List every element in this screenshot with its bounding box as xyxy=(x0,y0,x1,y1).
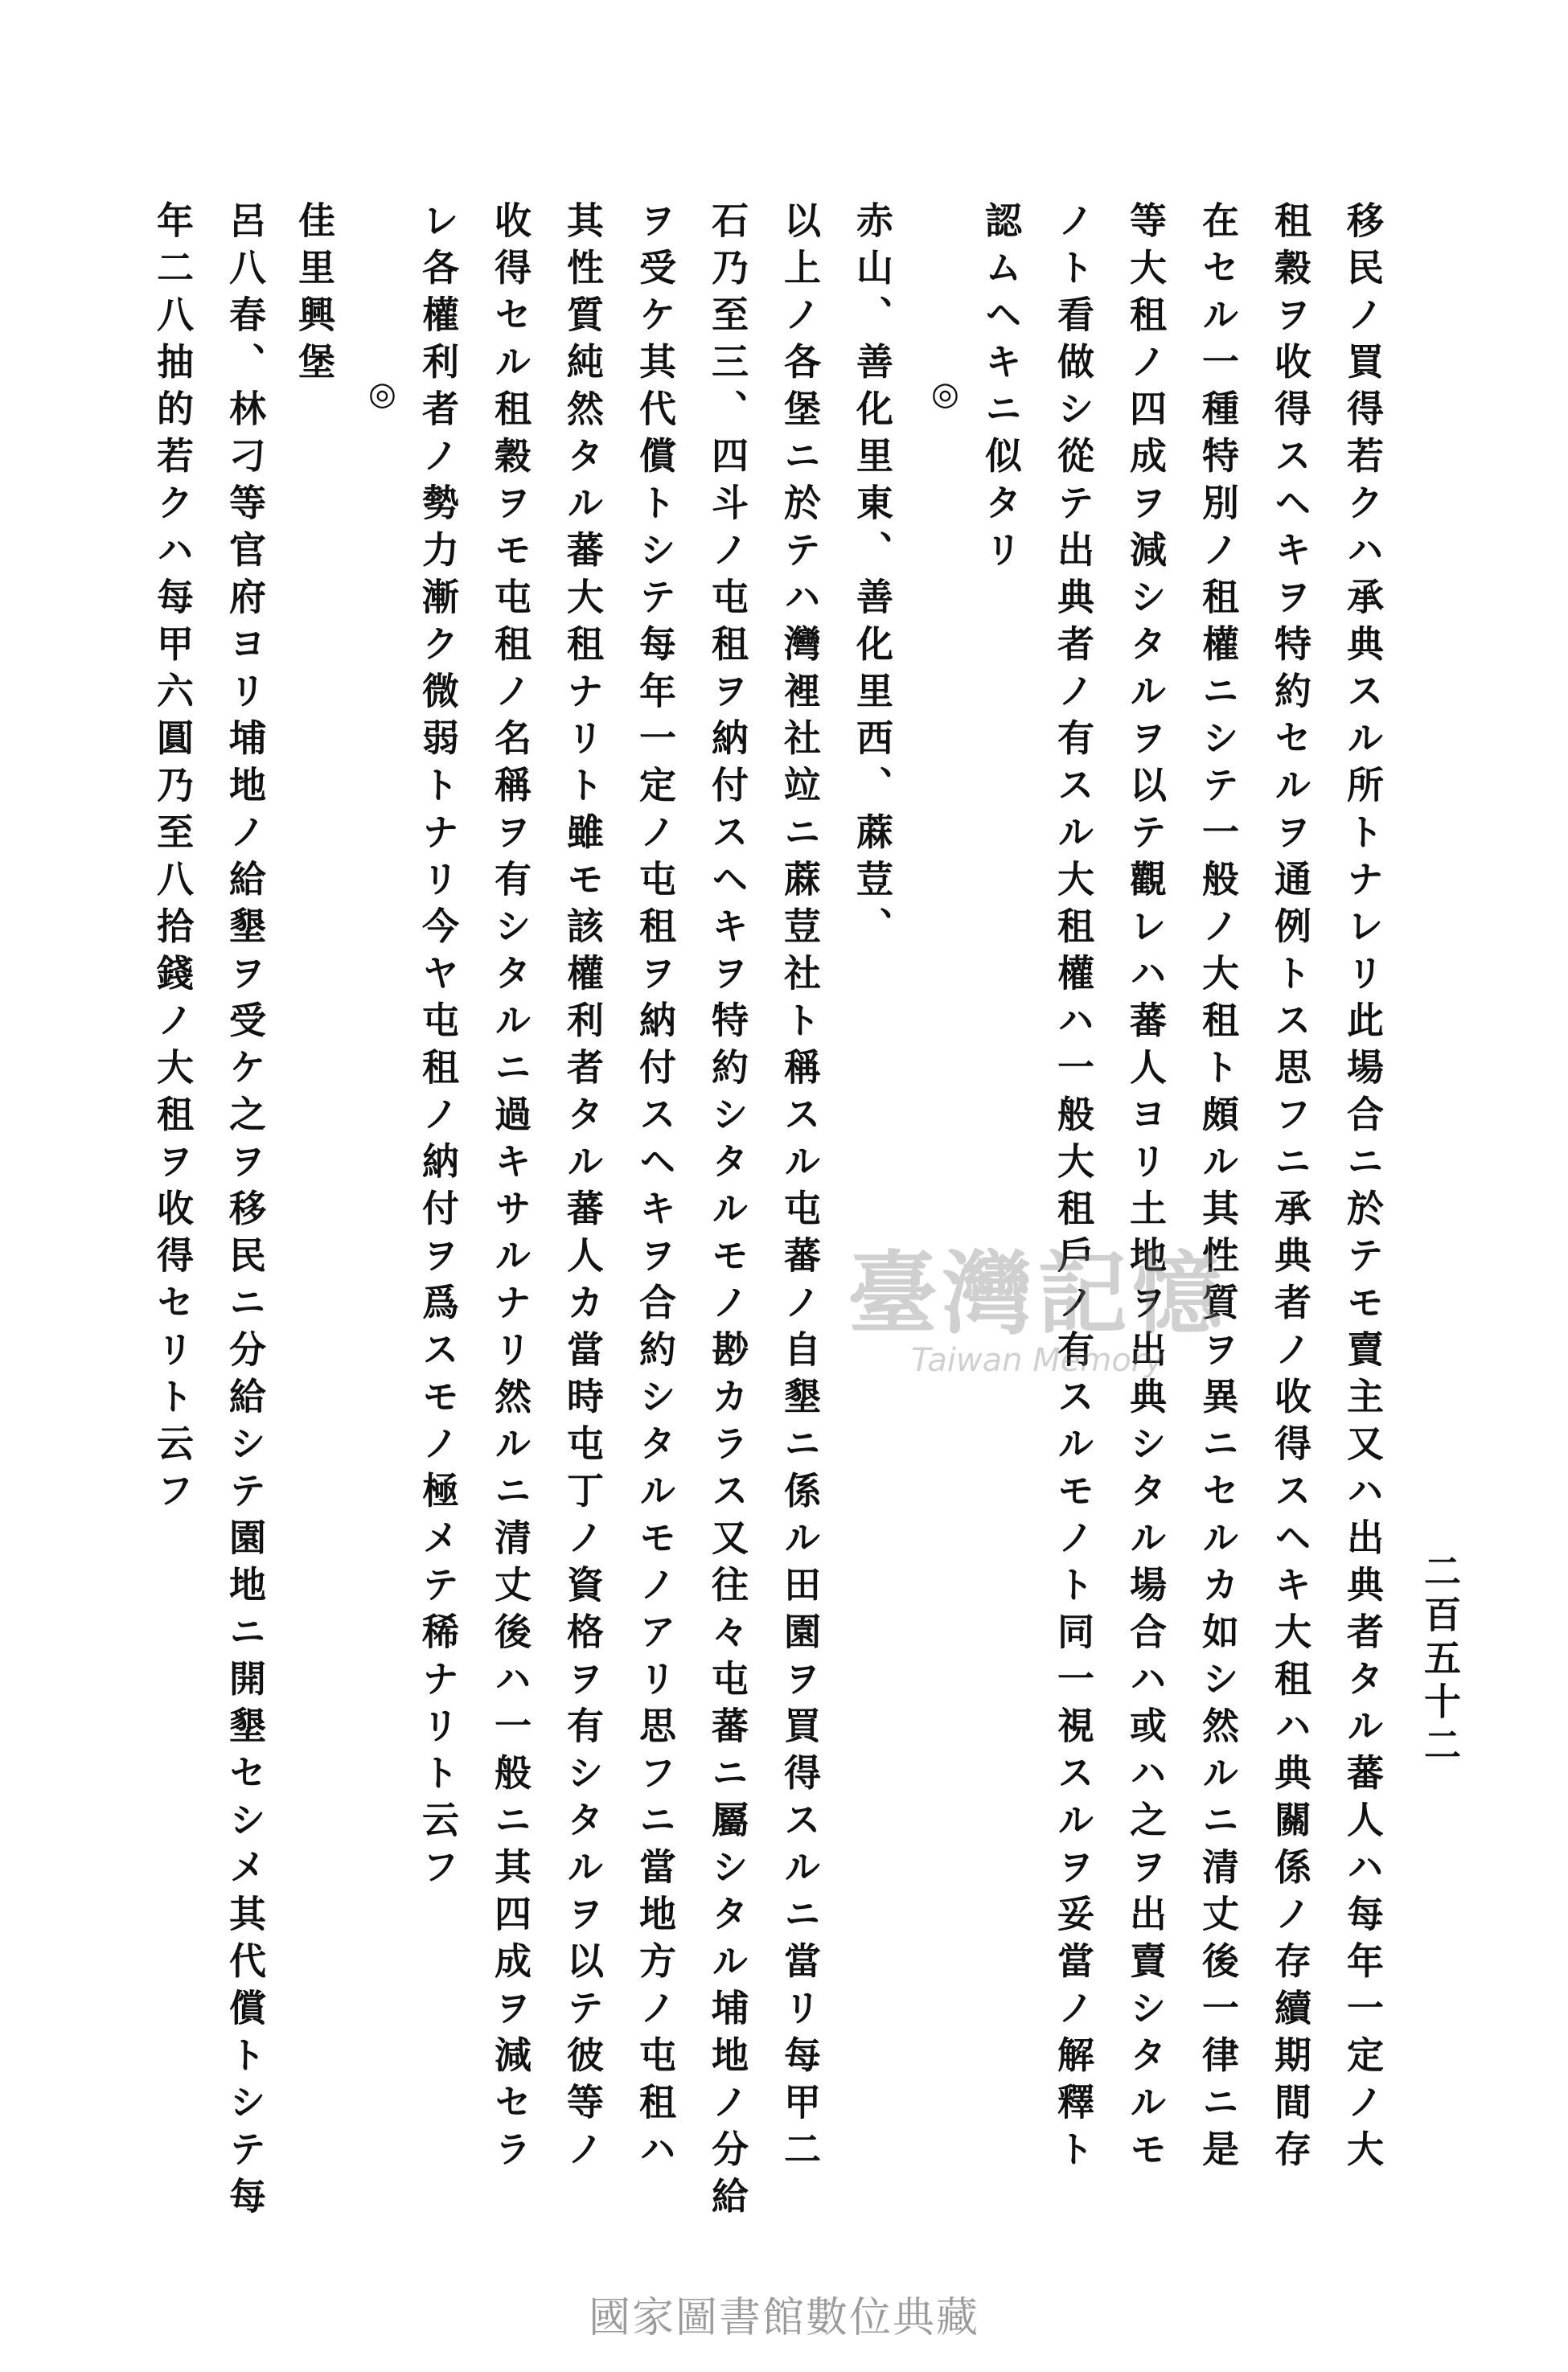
section-heading: 赤山、善化里東、善化里西、蔴荳、 xyxy=(851,201,894,954)
text-column: ヲ受ケ其代償トシテ每年一定ノ屯租ヲ納付スヘキヲ合約シタルモノアリ思フニ當地方ノ屯租ハ xyxy=(634,201,677,2177)
text-column: 等大租ノ四成ヲ減シタルヲ以テ觀レハ蕃人ヨリ土地ヲ出典シタル場合ハ或ハ之ヲ出賣シタルモ xyxy=(1124,201,1168,2177)
text-column: 收得セル租穀ヲモ屯租ノ名稱ヲ有シタルニ過キサルナリ然ルニ清丈後ハ一般ニ其四成ヲ減セラ xyxy=(489,201,532,2177)
section-marker: ◎ xyxy=(368,375,396,412)
text-column: 其性質純然タル蕃大租ナリト雖モ該權利者タル蕃人カ當時屯丁ノ資格ヲ有シタルヲ以テ彼等ノ xyxy=(561,201,605,2177)
text-column: 石乃至三、四斗ノ屯租ヲ納付スヘキヲ特約シタルモノ尠カラス又往々屯蕃ニ屬シタル埔地ノ分給 xyxy=(706,201,749,2224)
text-column: 年二八抽的若クハ每甲六圓乃至八拾錢ノ大租ヲ收得セリト云フ xyxy=(151,201,195,1518)
section-marker: ◎ xyxy=(931,375,959,412)
text-column: ノト看做シ從テ出典者ノ有スル大租權ハ一般大租戶ノ有スルモノト同一視スルヲ妥當ノ解釋ト xyxy=(1052,201,1095,2177)
text-column: 以上ノ各堡ニ於テハ灣裡社竝ニ蔴荳社ト稱スル屯蕃ノ自墾ニ係ル田園ヲ買得スルニ當リ每甲二 xyxy=(778,201,822,2177)
section-heading: 佳里興堡 xyxy=(293,201,336,389)
footer-credit: 國家圖書館數位典藏 xyxy=(588,2294,979,2342)
text-column: 移民ノ買得若クハ承典スル所トナレリ此場合ニ於テモ賣主又ハ出典者タル蕃人ハ每年一定ノ大 xyxy=(1341,201,1385,2177)
page-number: 二百五十二 xyxy=(1418,1552,1462,1769)
text-column: 在セル一種特別ノ租權ニシテ一般ノ大租ト頗ル其性質ヲ異ニセルカ如シ然ルニ清丈後一律ニ是 xyxy=(1197,201,1240,2177)
watermark-sub: Taiwan Memory xyxy=(911,1342,1164,1379)
text-column: 呂八春、林刁等官府ヨリ埔地ノ給墾ヲ受ケ之ヲ移民ニ分給シテ園地ニ開墾セシメ其代償トシテ每 xyxy=(224,201,267,2224)
watermark-main: 臺灣記憶 xyxy=(848,1241,1227,1347)
text-column: 認ムヘキニ似タリ xyxy=(979,201,1023,577)
text-column: 租穀ヲ收得スヘキヲ特約セルヲ通例トス思フニ承典者ノ收得スヘキ大租ハ典關係ノ存續期間存 xyxy=(1269,201,1312,2177)
text-column: レ各權利者ノ勢力漸ク微弱トナリ今ヤ屯租ノ納付ヲ爲スモノ極メテ稀ナリト云フ xyxy=(417,201,460,1894)
